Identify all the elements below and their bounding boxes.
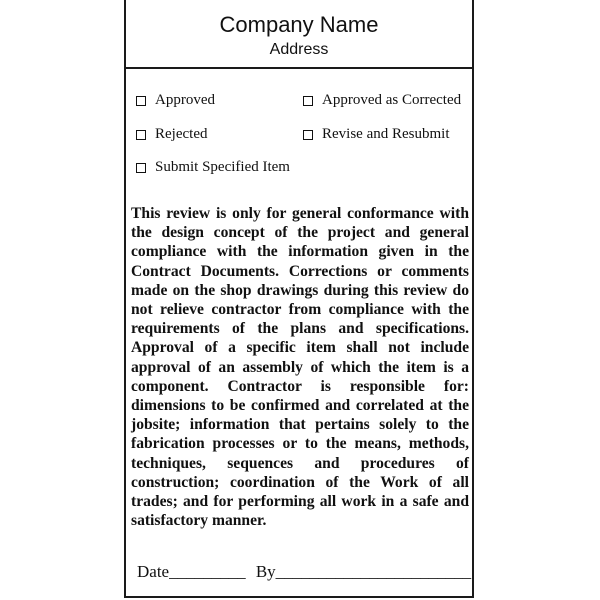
option-approved-label: Approved — [155, 92, 215, 108]
option-submit-specified-item[interactable] — [136, 159, 290, 176]
option-revise-and-resubmit-label: Revise and Resubmit — [322, 126, 450, 142]
signature-line — [137, 562, 471, 582]
stamp-header — [126, 0, 472, 69]
review-disclaimer: This review is only for general conformance with the design concept of the project and general compliance with the information given in the Contract Documents. Corrections or comments made on the shop drawings during this review do not relieve contractor from compliance with the requirements of the plans and specifications. Approval of a specific item shall not include approval of an assembly of which the item is a component. Contractor is responsible for: dimensions to be confirmed and correlated at the jobsite; information that pertains solely to the fabrication processes or to the means, methods, techniques, sequences and procedures of construction; coordination of the Work of all trades; and for performing all work in a safe and satisfactory manner. — [131, 205, 469, 530]
checkbox-approved-as-corrected[interactable] — [303, 96, 313, 106]
option-approved-as-corrected-label: Approved as Corrected — [322, 92, 462, 108]
review-options — [126, 69, 472, 189]
option-approved[interactable] — [136, 92, 215, 109]
checkbox-approved[interactable] — [136, 96, 146, 106]
checkbox-revise-and-resubmit[interactable] — [303, 130, 313, 140]
by-field[interactable]: By_______________________ — [255, 562, 472, 581]
date-field[interactable]: Date_________ — [137, 562, 246, 581]
checkbox-rejected[interactable] — [136, 130, 146, 140]
checkbox-submit-specified-item[interactable] — [136, 163, 146, 173]
option-revise-and-resubmit[interactable] — [303, 126, 450, 143]
option-approved-as-corrected[interactable] — [303, 92, 461, 109]
company-name: Company Name — [219, 12, 379, 37]
company-address: Address — [269, 41, 329, 58]
option-submit-specified-item-label: Submit Specified Item — [155, 159, 290, 175]
option-rejected[interactable] — [136, 126, 207, 143]
review-stamp — [124, 0, 474, 598]
option-rejected-label: Rejected — [155, 126, 208, 142]
